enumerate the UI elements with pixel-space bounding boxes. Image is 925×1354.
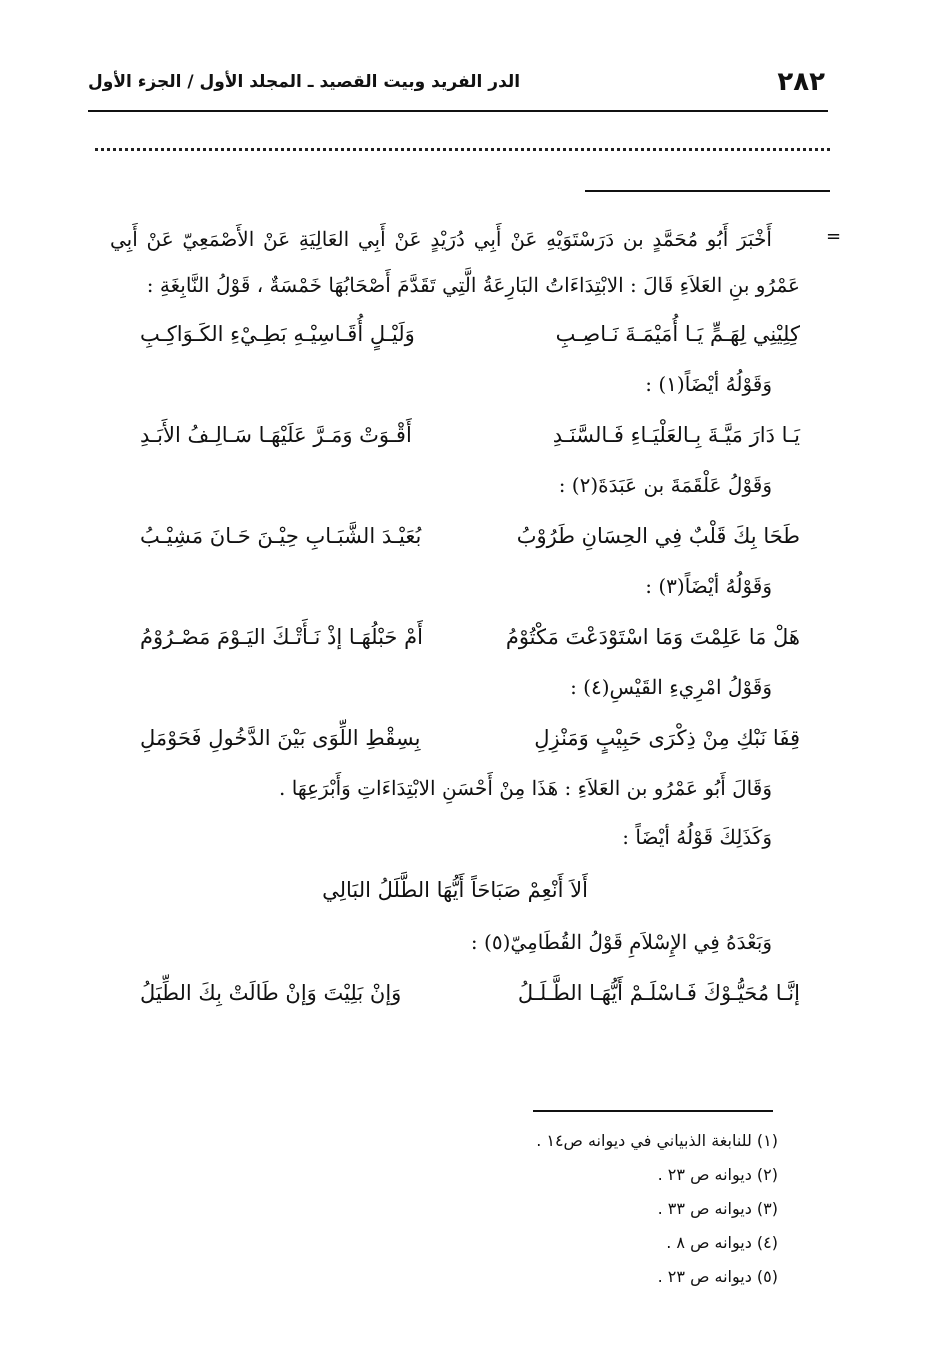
dotted-separator (95, 148, 830, 159)
footnote-rule (533, 1110, 773, 1112)
verse-first-hemistich: هَلْ مَا عَلِمْتَ وَمَا اسْتَوْدَعْتَ مَكْتُوْمُ (505, 625, 800, 649)
page-number: ٢٨٢ (777, 67, 825, 97)
verse-introduction: وَكَذَلِكَ قَوْلُهُ أيْضَاً : (622, 825, 772, 849)
verse-first-hemistich: يَـا دَارَ مَيَّـةَ بِـالعَلْيَـاءِ فَـالسَّنَـدِ (552, 423, 800, 447)
verse-first-hemistich: كِلِيْنِي لِهَـمٍّ يَـا أُمَيْمَـةَ نَـاصِـبِ (555, 322, 800, 346)
verse-second-hemistich: بِسِقْطِ اللِّوَى بَيْنَ الدَّخُولِ فَحَوْمَلِ (140, 726, 421, 750)
verse-line (110, 967, 800, 1019)
verse-line (110, 308, 800, 360)
verse-first-hemistich: طَحَا بِكَ قَلْبٌ فِي الحِسَانِ طَرُوْبُ (516, 524, 800, 548)
footnote: (١) للنابغة الذبياني في ديوانه ص١٤ . (536, 1131, 778, 1150)
verse-second-hemistich: وَإنْ بَلِيْتَ وَإنْ طَالَتْ بِكَ الطِّيَلُ (140, 981, 402, 1005)
verse-second-hemistich: بُعَيْـدَ الشَّبَـابِ حِيْـنَ حَـانَ مَشِيْـبُ (140, 524, 422, 548)
verse-introduction: وَقَوْلُهُ أيْضَاً(١) : (645, 372, 772, 396)
page-header (88, 62, 825, 102)
footnote: (٥) ديوانه ص ٢٣ . (657, 1267, 778, 1286)
verse-line (110, 712, 800, 764)
verse-introduction: وَبَعْدَهُ فِي الإِسْلاَمِ قَوْلُ القُطَامِيّ(٥) : (470, 930, 772, 954)
section-rule (585, 190, 830, 192)
verse-line (110, 409, 800, 461)
commentary-line: وَقَالَ أَبُو عَمْرُو بن العَلاَءِ : هَذَا مِنْ أَحْسَنِ الابْتِدَاءَاتِ وَأَبْرَعِهَا . (279, 776, 772, 800)
single-hemistich: أَلاَ أَنْعِمْ صَبَاحَاً أَيُّهَا الطَّلَلُ البَالِي (322, 878, 588, 902)
footnote: (٤) ديوانه ص ٨ . (666, 1233, 778, 1252)
verse-second-hemistich: أَقْـوَتْ وَمَـرَّ عَلَيْهَـا سَـالِـفُ الأَبَـدِ (140, 423, 412, 447)
verse-introduction: وَقَوْلُ عَلْقَمَةَ بن عَبَدَةَ(٢) : (558, 473, 772, 497)
opening-paragraph: أَخْبَرَ أَبُو مُحَمَّدٍ بن دَرَسْتَوَيْهِ عَنْ أَبِي دُرَيْدٍ عَنْ أَبِي العَالِيَةِ عَنْ الأَصْمَعِيّ عَنْ أَبِي عَمْرُو بنِ العَلاَءِ قَالَ : الابْتِدَاءَاتُ البَارِعَةُ الَّتِي تَقَدَّمَ أَصْحَابُهَا خَمْسَةٌ ، قَوْلُ النَّابِغَةِ : (110, 227, 800, 297)
footnotes (400, 1124, 778, 1294)
continuation-mark: = (826, 226, 842, 247)
verse-second-hemistich: أَمْ حَبْلُهَـا إذْ نَـأَتْـكَ اليَـوْمَ مَصْـرُوْمُ (140, 625, 423, 649)
header-rule (88, 110, 828, 112)
verse-first-hemistich: إنَّـا مُحَيُّـوْكَ فَـاسْلَـمْ أَيُّهَـا الطَّـلَـلُ (517, 981, 800, 1005)
verse-introduction: وَقَوْلُهُ أيْضَاً(٣) : (645, 574, 772, 598)
footnote: (٢) ديوانه ص ٢٣ . (657, 1165, 778, 1184)
footnote: (٣) ديوانه ص ٣٣ . (657, 1199, 778, 1218)
verse-line (110, 611, 800, 663)
main-text (110, 216, 800, 1019)
verse-line (110, 510, 800, 562)
verse-introduction: وَقَوْلُ امْرِيءِ القَيْسِ(٤) : (570, 675, 772, 699)
running-title: الدر الفريد وبيت القصيد ـ المجلد الأول / الجزء الأول (88, 72, 521, 92)
verse-second-hemistich: وَلَيْـلٍ أُقَـاسِيْـهِ بَطِـيْءِ الكَـوَاكِـبِ (140, 322, 415, 346)
verse-first-hemistich: قِفَا نَبْكِ مِنْ ذِكْرَى حَبِيْبٍ وَمَنْزِلِ (534, 726, 800, 750)
